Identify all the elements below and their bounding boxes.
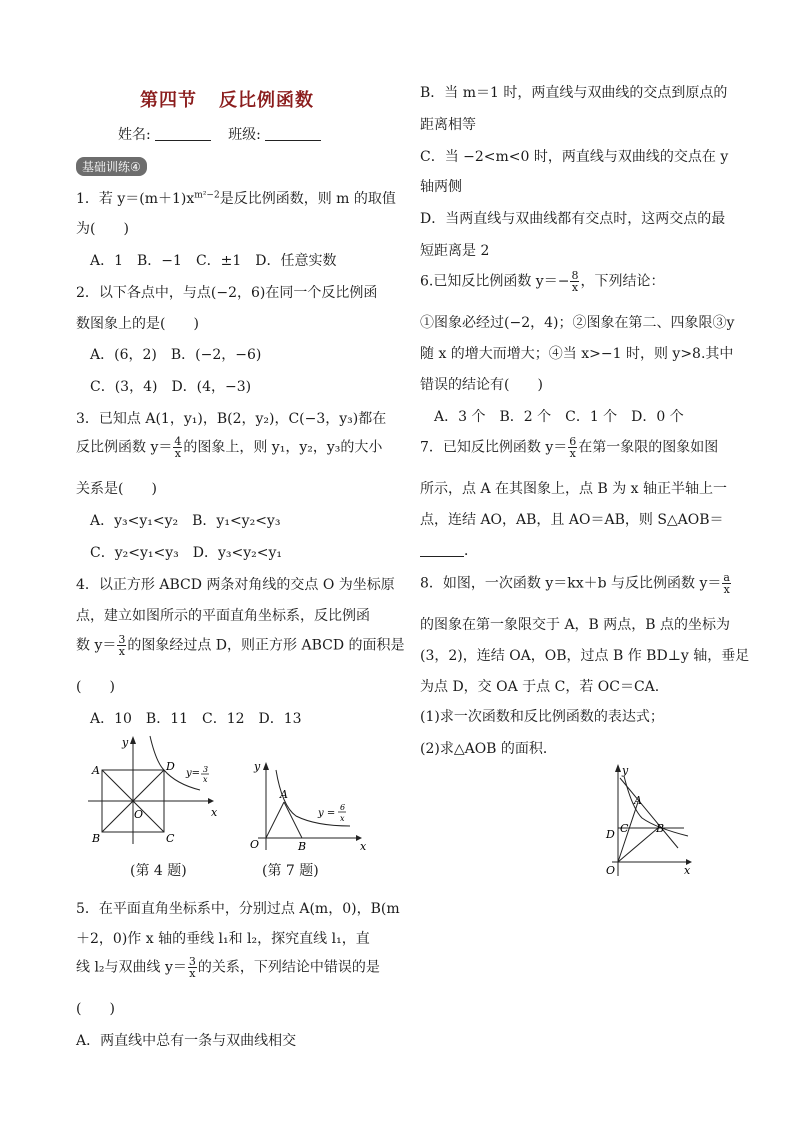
- question-2: 2．以下各点中，与点(−2，6)在同一个反比例函: [76, 285, 378, 301]
- label-y-axis: y: [622, 764, 629, 777]
- question-5-option-C: C．当 −2<m<0 时，两直线与双曲线的交点在 y: [420, 149, 729, 165]
- question-5-cont2: 线 l₂与双曲线 y＝ $\frac{3}{x}$ 的关系，下列结论中错误的是: [76, 955, 380, 980]
- name-blank[interactable]: [155, 126, 211, 141]
- figure-4-caption: (第 4 题): [130, 863, 187, 879]
- label-y-axis: y: [122, 736, 129, 749]
- question-3: 3．已知点 A(1，y₁)，B(2，y₂)，C(−3，y₃)都在: [76, 411, 387, 427]
- question-6: 6.已知反比例函数 y＝− $\frac{8}{x}$ ，下列结论：: [420, 269, 665, 294]
- label-y-axis: y: [254, 760, 261, 773]
- question-5-option-D-cont: 短距离是 2: [420, 243, 490, 259]
- label-D: D: [166, 760, 175, 773]
- question-8-sub-1: (1)求一次函数和反比例函数的表达式；: [420, 709, 664, 725]
- fraction: $\frac{8}{x}$: [571, 269, 579, 294]
- label-A: A: [280, 788, 288, 801]
- question-1-options: A．1 B．−1 C．±1 D．任意实数: [90, 253, 337, 269]
- curve-eq: y =: [318, 808, 336, 819]
- question-2-cont: 数图象上的是( ): [76, 316, 199, 332]
- label-B: B: [92, 832, 101, 845]
- question-5-cont3: ( ): [76, 1001, 115, 1017]
- fraction: $\frac{3}{x}$: [188, 955, 196, 980]
- label-O: O: [250, 838, 260, 851]
- question-4-cont: 点，建立如图所示的平面直角坐标系，反比例函: [76, 608, 370, 624]
- figure-7: [240, 760, 370, 854]
- section-badge: 基础训练④: [76, 157, 147, 176]
- question-6-cont: ①图象必经过(−2，4)；②图象在第二、四象限③y: [420, 315, 735, 331]
- figure-8: [598, 762, 698, 882]
- question-8-sub-2: (2)求△AOB 的面积．: [420, 741, 557, 757]
- question-5-option-D: D．当两直线与双曲线都有交点时，这两交点的最: [420, 211, 726, 227]
- label-A: A: [92, 764, 100, 777]
- question-5-cont: ＋2，0)作 x 轴的垂线 l₁和 l₂，探究直线 l₁，直: [76, 931, 370, 947]
- class-label: 班级:: [228, 127, 261, 143]
- label-A: A: [634, 794, 642, 807]
- answer-blank[interactable]: [420, 542, 464, 557]
- question-8-cont3: 为点 D，交 OA 于点 C，若 OC＝CA.: [420, 679, 660, 695]
- question-5: 5．在平面直角坐标系中，分别过点 A(m，0)，B(m: [76, 901, 400, 917]
- question-2-options-1: A．(6，2) B．(−2，−6): [90, 347, 262, 363]
- curve-eq-den: x: [340, 814, 345, 823]
- figure-7-caption: (第 7 题): [262, 863, 319, 879]
- curve-eq-num: 6: [340, 803, 346, 812]
- question-1-cont: 为( ): [76, 221, 129, 237]
- fraction: $\frac{a}{x}$: [723, 571, 730, 596]
- question-8: 8．如图，一次函数 y＝kx＋b 与反比例函数 y＝ $\frac{a}{x}$: [420, 571, 730, 596]
- label-O: O: [134, 808, 144, 821]
- question-4-cont2: 数 y＝ $\frac{3}{x}$ 的图象经过点 D，则正方形 ABCD 的面积是: [76, 633, 405, 658]
- label-C: C: [620, 822, 629, 835]
- question-6-cont3: 错误的结论有( ): [420, 377, 543, 393]
- question-3-options-1: A．y₃<y₁<y₂ B．y₁<y₂<y₃: [90, 513, 281, 529]
- label-B: B: [656, 822, 665, 835]
- question-4-options: A．10 B．11 C．12 D．13: [90, 711, 302, 727]
- label-x-axis: x: [360, 840, 367, 853]
- curve-eq-den: x: [203, 775, 208, 784]
- question-6-options: A．3 个 B．2 个 C．1 个 D．0 个: [434, 409, 684, 425]
- page-title: 第四节 反比例函数: [140, 90, 314, 111]
- question-2-options-2: C．(3，4) D．(4，−3): [90, 379, 252, 395]
- name-label: 姓名:: [118, 127, 151, 143]
- question-6-cont2: 随 x 的增大而增大；④当 x>−1 时，则 y>8.其中: [420, 346, 734, 362]
- question-8-cont: 的图象在第一象限交于 A，B 两点，B 点的坐标为: [420, 617, 731, 633]
- curve-eq: y=: [186, 768, 201, 779]
- question-7-cont3: ．: [420, 540, 478, 560]
- question-8-cont2: (3，2)，连结 OA，OB，过点 B 作 BD⊥y 轴，垂足: [420, 648, 750, 664]
- question-3-options-2: C．y₂<y₁<y₃ D．y₃<y₂<y₁: [90, 545, 282, 561]
- fraction: $\frac{3}{x}$: [118, 633, 126, 658]
- student-info: [118, 124, 321, 144]
- question-1: 1．若 $y=(m+1)x^{m^2-2}$是反比例函数，则 m 的取值: [76, 190, 396, 207]
- label-x-axis: x: [211, 806, 218, 819]
- question-7-cont2: 点，连结 AO，AB，且 AO＝AB，则 S△AOB＝: [420, 512, 724, 528]
- question-7: 7．已知反比例函数 y＝ $\frac{6}{x}$ 在第一象限的图象如图: [420, 435, 719, 460]
- question-4: 4．以正方形 ABCD 两条对角线的交点 O 为坐标原: [76, 577, 395, 593]
- question-5-option-B-cont: 距离相等: [420, 117, 476, 133]
- figure-4: [84, 732, 224, 850]
- class-blank[interactable]: [265, 126, 321, 141]
- question-7-cont: 所示，点 A 在其图象上，点 B 为 x 轴正半轴上一: [420, 481, 727, 497]
- fraction: $\frac{4}{x}$: [174, 435, 182, 460]
- fraction: $\frac{6}{x}$: [569, 435, 577, 460]
- label-B: B: [298, 840, 307, 853]
- curve-eq-num: 3: [203, 765, 209, 774]
- question-5-option-A: A．两直线中总有一条与双曲线相交: [76, 1033, 297, 1049]
- label-D: D: [606, 828, 615, 841]
- question-5-option-C-cont: 轴两侧: [420, 179, 462, 195]
- label-C: C: [166, 832, 175, 845]
- question-4-cont3: ( ): [76, 679, 115, 695]
- label-O: O: [606, 864, 616, 877]
- question-3-cont: 反比例函数 y＝ $\frac{4}{x}$ 的图象上，则 y₁，y₂，y₃的大小: [76, 435, 383, 460]
- question-5-option-B: B．当 m＝1 时，两直线与双曲线的交点到原点的: [420, 85, 728, 101]
- label-x-axis: x: [684, 864, 691, 877]
- question-3-cont2: 关系是( ): [76, 481, 157, 497]
